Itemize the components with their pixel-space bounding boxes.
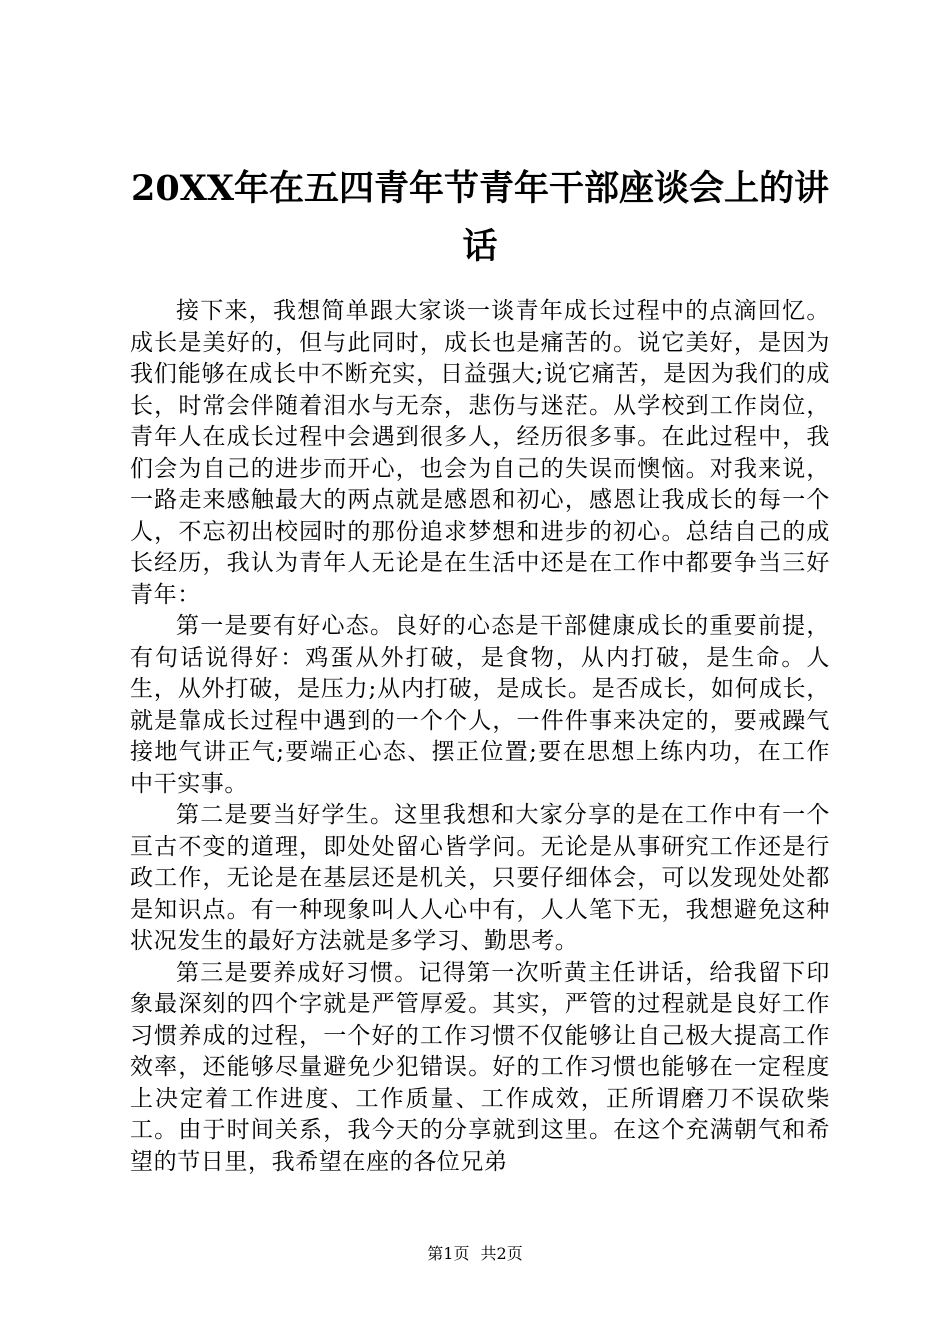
document-body (130, 296, 830, 1178)
paragraph-first-point: 第一是要有好心态。良好的心态是干部健康成长的重要前提，有句话说得好：鸡蛋从外打破，是食物，从内打破，是生命。人生，从外打破，是压力;从内打破，是成长。是否成长，如何成长，就是靠成长过程中遇到的一个个人，一件件事来决定的，要戒躁气接地气讲正气;要端正心态、摆正位置;要在思想上练内功，在工作中干实事。 (130, 613, 830, 797)
page-number-footer: 第1页 共2页 (427, 1244, 523, 1263)
document-title: 20XX年在五四青年节青年干部座谈会上的讲话 (130, 168, 830, 267)
paragraph-third-point: 第三是要养成好习惯。记得第一次听黄主任讲话，给我留下印象最深刻的四个字就是严管厚爱。其实，严管的过程就是良好工作习惯养成的过程，一个好的工作习惯不仅能够让自己极大提高工作效率，还能够尽量避免少犯错误。好的工作习惯也能够在一定程度上决定着工作进度、工作质量、工作成效，正所谓磨刀不误砍柴工。由于时间关系，我今天的分享就到这里。在这个充满朝气和希望的节日里，我希望在座的各位兄弟 (130, 959, 830, 1175)
paragraph-intro: 接下来，我想简单跟大家谈一谈青年成长过程中的点滴回忆。成长是美好的，但与此同时，成长也是痛苦的。说它美好，是因为我们能够在成长中不断充实，日益强大;说它痛苦，是因为我们的成长，时常会伴随着泪水与无奈，悲伤与迷茫。从学校到工作岗位，青年人在成长过程中会遇到很多人，经历很多事。在此过程中，我们会为自己的进步而开心，也会为自己的失误而懊恼。对我来说，一路走来感触最大的两点就是感恩和初心，感恩让我成长的每一个人，不忘初出校园时的那份追求梦想和进步的初心。总结自己的成长经历，我认为青年人无论是在生活中还是在工作中都要争当三好青年： (130, 298, 830, 608)
paragraph-second-point: 第二是要当好学生。这里我想和大家分享的是在工作中有一个亘古不变的道理，即处处留心皆学问。无论是从事研究工作还是行政工作，无论是在基层还是机关，只要仔细体会，可以发现处处都是知识点。有一种现象叫人人心中有，人人笔下无，我想避免这种状况发生的最好方法就是多学习、勤思考。 (130, 802, 830, 954)
